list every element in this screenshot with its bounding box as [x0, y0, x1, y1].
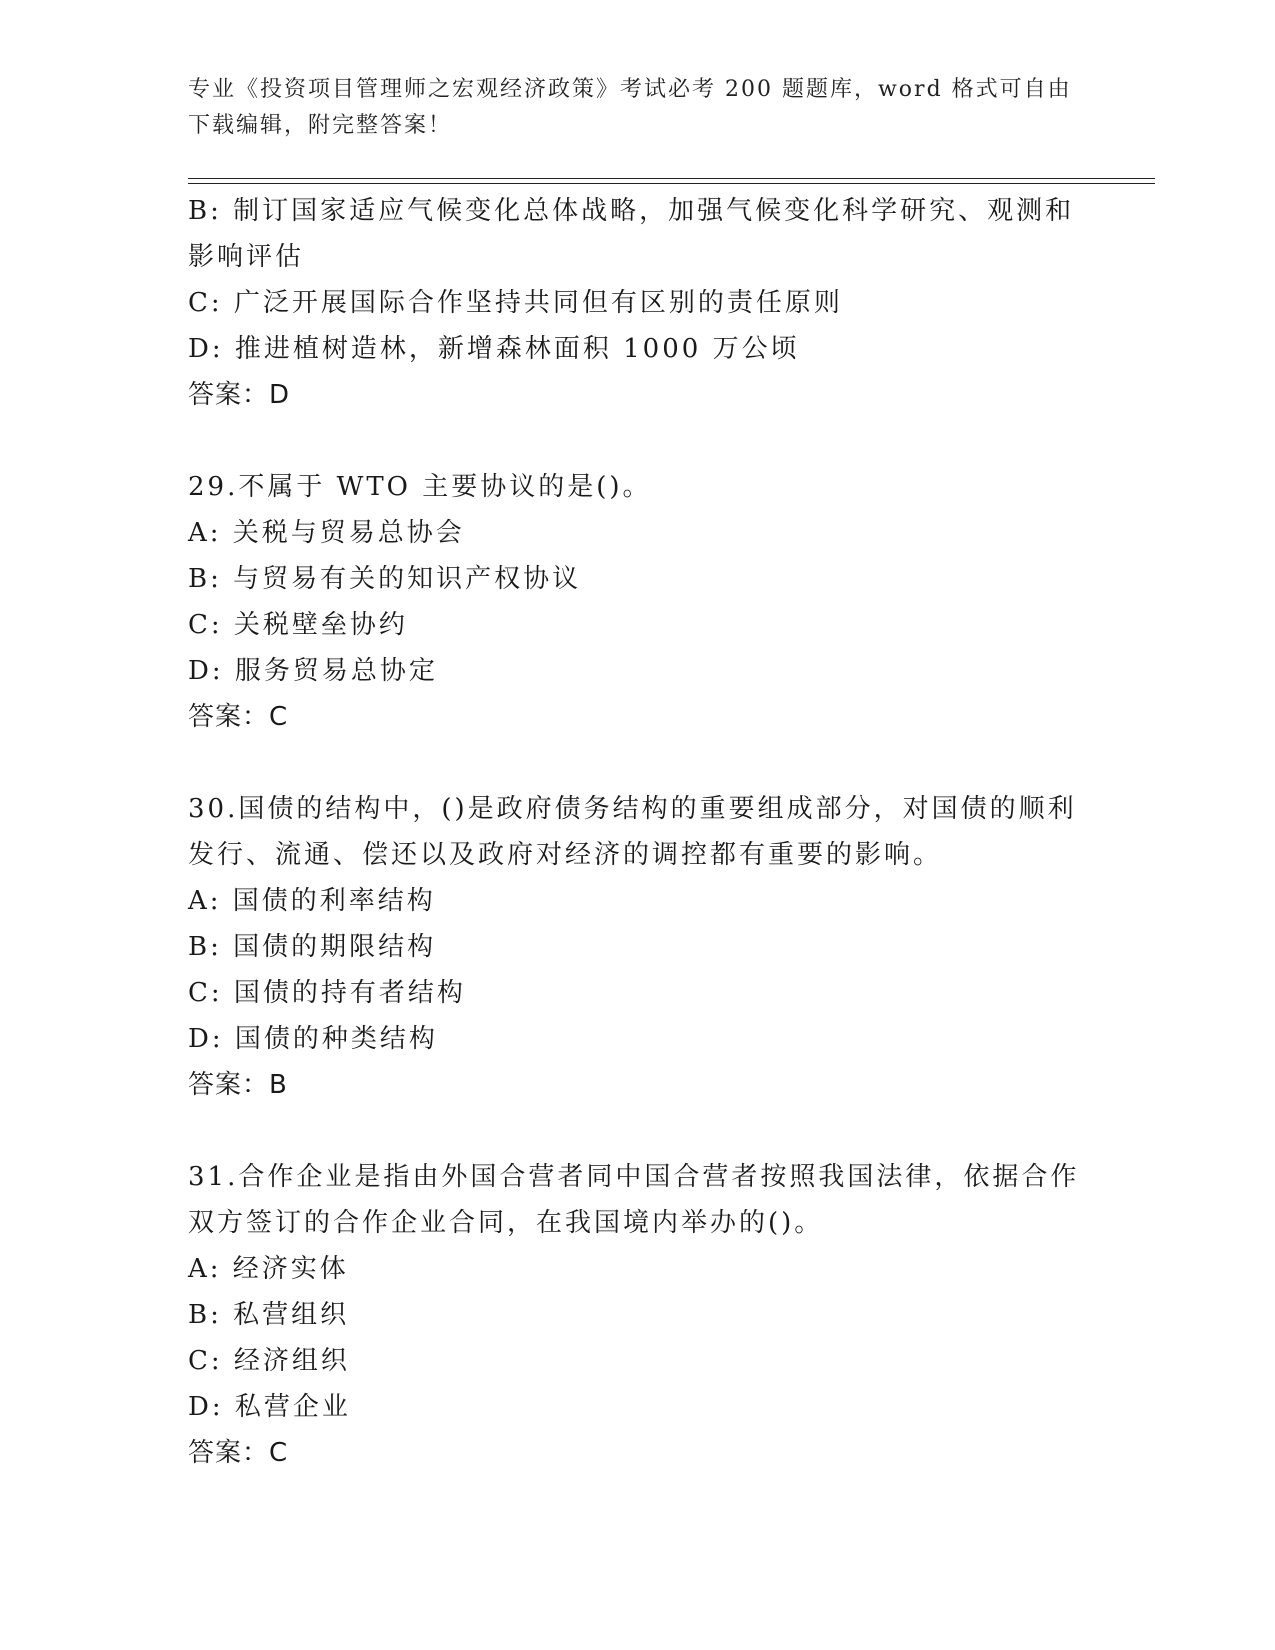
question-29-block	[188, 464, 1088, 740]
question-28-block	[188, 188, 1088, 418]
question-30-block	[188, 786, 1088, 1108]
q31-question-line-2: 双方签订的合作企业合同，在我国境内举办的()。	[188, 1208, 824, 1238]
q30-option-a: A: 国债的利率结构	[188, 886, 436, 916]
q28-option-d: D: 推进植树造林，新增森林面积 1000 万公顷	[188, 334, 800, 364]
document-header	[188, 72, 1088, 144]
q30-question-line-2: 发行、流通、偿还以及政府对经济的调控都有重要的影响。	[188, 840, 943, 870]
q29-option-a: A: 关税与贸易总协会	[188, 518, 465, 548]
q30-option-d: D: 国债的种类结构	[188, 1024, 438, 1054]
q30-question-line-1: 30.国债的结构中，()是政府债务结构的重要组成部分，对国债的顺利	[188, 794, 1077, 824]
question-31-block	[188, 1154, 1088, 1476]
spacer	[188, 1108, 1088, 1154]
q29-question: 29.不属于 WTO 主要协议的是()。	[188, 472, 652, 502]
q28-option-b-line-1: B: 制订国家适应气候变化总体战略，加强气候变化科学研究、观测和	[188, 196, 1075, 226]
q28-option-b-line-2: 影响评估	[188, 242, 305, 272]
q31-option-c: C: 经济组织	[188, 1346, 350, 1376]
spacer	[188, 740, 1088, 786]
header-divider-top	[188, 178, 1155, 179]
q31-answer: 答案：C	[188, 1438, 289, 1468]
q30-option-b: B: 国债的期限结构	[188, 932, 437, 962]
q29-option-d: D: 服务贸易总协定	[188, 656, 438, 686]
q31-question-line-1: 31.合作企业是指由外国合营者同中国合营者按照我国法律，依据合作	[188, 1162, 1080, 1192]
q30-answer: 答案：B	[188, 1070, 288, 1100]
q28-answer: 答案：D	[188, 380, 291, 410]
question-list	[188, 188, 1088, 1476]
q30-option-c: C: 国债的持有者结构	[188, 978, 466, 1008]
header-divider-bottom	[188, 183, 1155, 184]
spacer	[188, 418, 1088, 464]
q31-option-d: D: 私营企业	[188, 1392, 351, 1422]
q29-option-c: C: 关税壁垒协约	[188, 610, 408, 640]
header-line-2: 下载编辑，附完整答案！	[188, 113, 453, 138]
q28-option-c: C: 广泛开展国际合作坚持共同但有区别的责任原则	[188, 288, 843, 318]
header-line-1: 专业《投资项目管理师之宏观经济政策》考试必考 200 题题库，word 格式可自由	[188, 77, 1072, 102]
q31-option-b: B: 私营组织	[188, 1300, 350, 1330]
q29-answer: 答案：C	[188, 702, 289, 732]
q31-option-a: A: 经济实体	[188, 1254, 349, 1284]
q29-option-b: B: 与贸易有关的知识产权协议	[188, 564, 582, 594]
